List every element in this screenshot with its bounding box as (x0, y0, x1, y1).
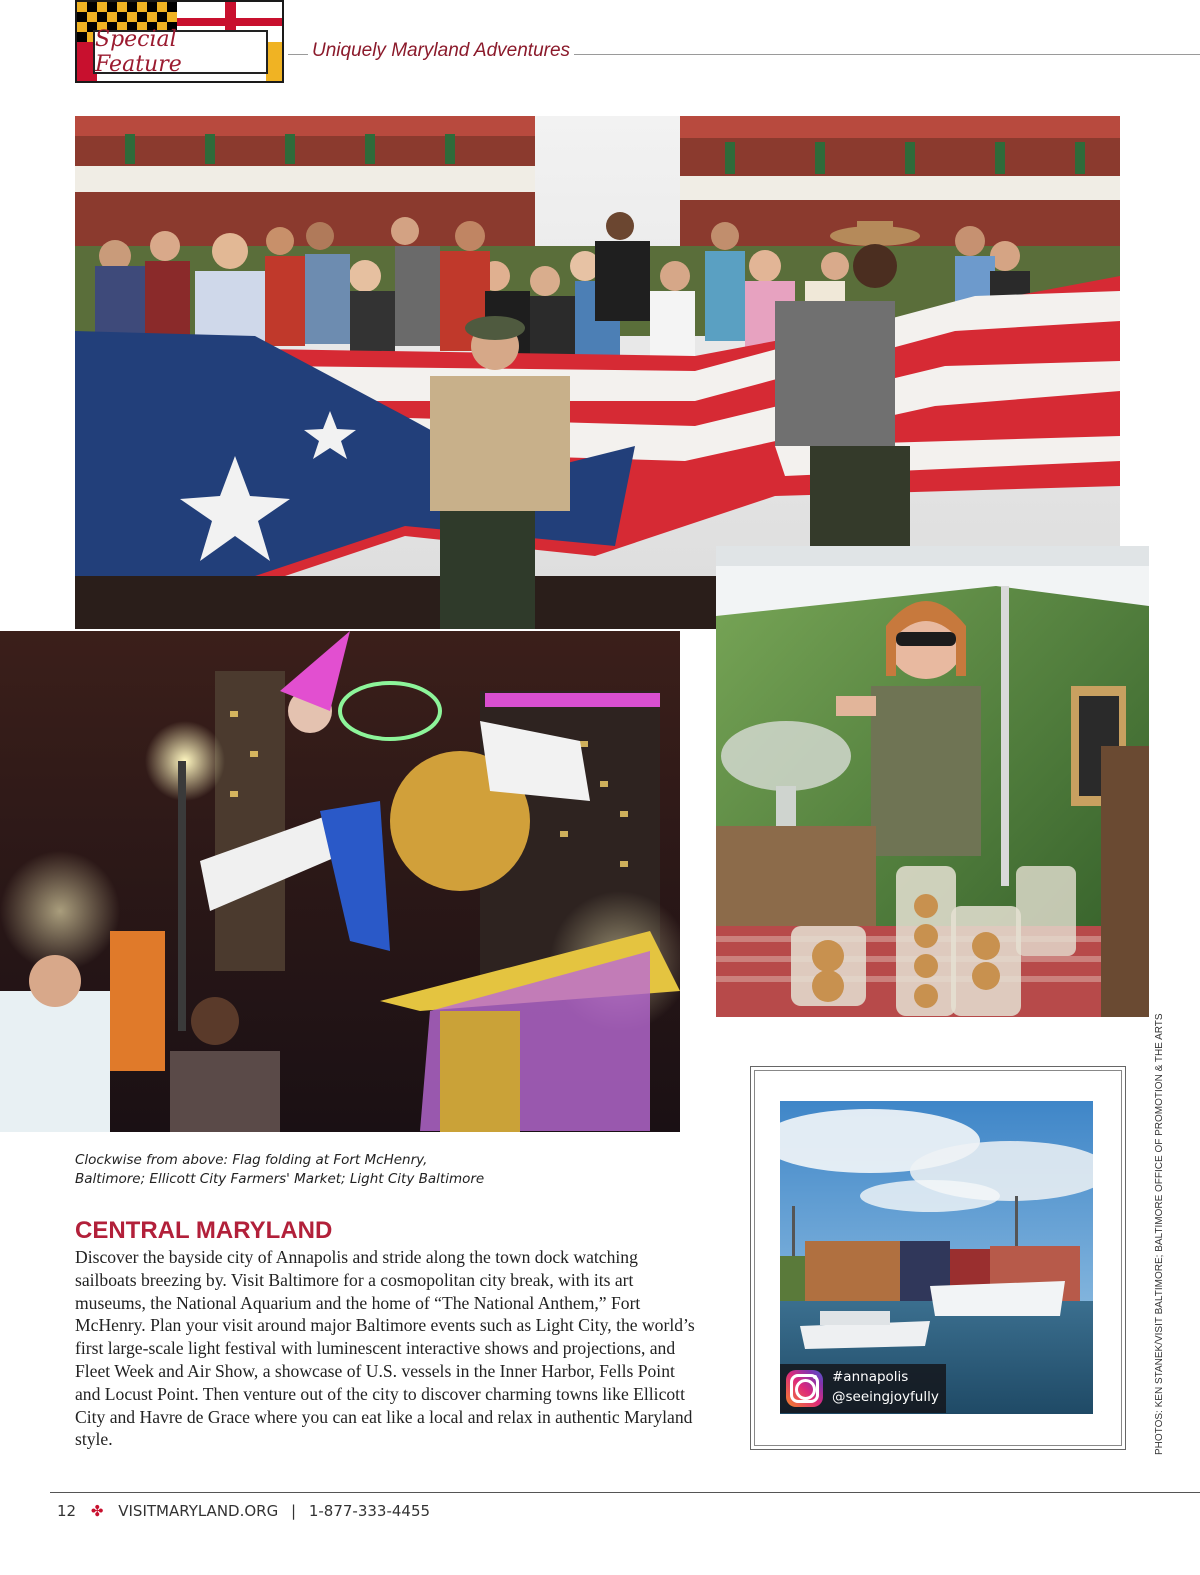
footer-website[interactable]: VISITMARYLAND.ORG (118, 1502, 279, 1520)
farmers-market-photo (716, 546, 1149, 1017)
section-body: Discover the bayside city of Annapolis and stride along the town dock watching sailboats breezing by. Visit Baltimore for a cosmopolitan city break, with its art museums, the National Aquarium and the home of “The National Anthem,” Fort McHenry. Plan your visit around major Baltimore events such as Light City, the world’s first large-scale light festival with luminescent interactive shows and projections, and Fleet Week and Air Show, a showcase of U.S. vessels in the Inner Harbor, Fells Point and Locust Point. Then venture out of the city to discover charming towns like Ellicott City and Havre de Grace where you can eat like a local and relax in authentic Maryland style. (75, 1247, 695, 1450)
instagram-tag (780, 1364, 946, 1413)
caption-line-2: Baltimore; Ellicott City Farmers' Market; Light City Baltimore (75, 1171, 485, 1187)
instagram-handle: @seeingjoyfully (832, 1389, 939, 1405)
caption-line-1: Clockwise from above: Flag folding at Fort McHenry, (75, 1152, 428, 1168)
page-number: 12 (57, 1502, 77, 1520)
section-heading: CENTRAL MARYLAND (75, 1217, 333, 1244)
page-footer (57, 1502, 430, 1520)
badge-label: Special Feature (93, 30, 268, 74)
section-title: Uniquely Maryland Adventures (308, 40, 574, 62)
footer-rule (50, 1492, 1200, 1493)
instagram-icon (786, 1370, 823, 1407)
instagram-hashtag: #annapolis (832, 1369, 909, 1385)
footer-divider: | (291, 1502, 297, 1520)
special-feature-badge (75, 0, 284, 83)
photo-credit: PHOTOS: KEN STANEK/VISIT BALTIMORE; BALTIMORE OFFICE OF PROMOTION & THE ARTS (1154, 1013, 1165, 1455)
footer-phone[interactable]: 1-877-333-4455 (308, 1502, 431, 1520)
photo-caption (75, 1151, 495, 1189)
maryland-cross-icon: ✤ (90, 1502, 104, 1520)
light-city-photo (0, 631, 680, 1132)
